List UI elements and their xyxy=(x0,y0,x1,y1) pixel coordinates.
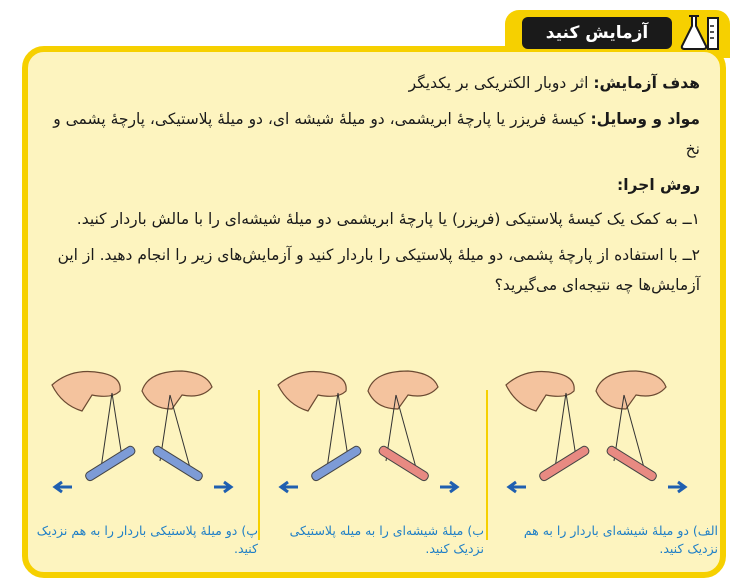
right-arrow-icon xyxy=(440,482,457,492)
left-rod xyxy=(310,445,362,482)
figure-c xyxy=(42,365,262,525)
right-rod xyxy=(378,445,430,482)
goal-line xyxy=(40,68,700,98)
header-title: آزمایش کنید xyxy=(522,17,672,49)
left-arrow-icon xyxy=(281,482,298,492)
caption-a: الف) دو میلهٔ شیشه‌ای باردار را به هم نزدیک کنید. xyxy=(523,523,718,556)
right-hand-icon xyxy=(142,371,212,409)
procedure-step-2: ۲ــ با استفاده از پارچهٔ پشمی، دو میلهٔ پلاستیکی را باردار کنید و آزمایش‌های زیر را انجام دهید. از این آزمایش‌ها چه نتیجه‌ای می‌گیرید؟ xyxy=(57,246,700,294)
thread xyxy=(338,393,348,457)
right-arrow-icon xyxy=(668,482,685,492)
right-rod xyxy=(606,445,658,482)
flask-icon xyxy=(676,12,722,52)
left-arrow-icon xyxy=(509,482,526,492)
materials-text: کیسهٔ فریزر یا پارچهٔ ابریشمی، دو میلهٔ شیشه ای، دو میلهٔ پلاستیکی، پارچهٔ پشمی و نخ xyxy=(53,110,700,158)
right-hand-icon xyxy=(368,371,438,409)
materials-label: مواد و وسایل: xyxy=(590,110,700,128)
procedure-label: روش اجرا: xyxy=(617,176,700,194)
procedure-step-1: ۱ــ به کمک یک کیسهٔ پلاستیکی (فریزر) یا پارچهٔ ابریشمی دو میلهٔ شیشه‌ای را با مالش باردار کنید. xyxy=(76,210,700,228)
left-rod xyxy=(538,445,590,482)
experiment-text xyxy=(40,68,700,300)
materials-line xyxy=(40,104,700,164)
caption-c: پ) دو میلهٔ پلاستیکی باردار را به هم نزدیک کنید. xyxy=(36,523,258,556)
thread xyxy=(112,393,122,457)
figure-a xyxy=(496,365,716,525)
right-rod xyxy=(152,445,204,482)
figure-b xyxy=(268,365,488,525)
goal-text: اثر دوبار الکتریکی بر یکدیگر xyxy=(408,74,594,92)
thread xyxy=(566,393,576,457)
left-rod xyxy=(84,445,136,482)
caption-b: ب) میلهٔ شیشه‌ای را به میله پلاستیکی نزدیک کنید. xyxy=(289,523,484,556)
goal-label: هدف آزمایش: xyxy=(593,74,700,92)
left-arrow-icon xyxy=(55,482,72,492)
right-arrow-icon xyxy=(214,482,231,492)
right-hand-icon xyxy=(596,371,666,409)
